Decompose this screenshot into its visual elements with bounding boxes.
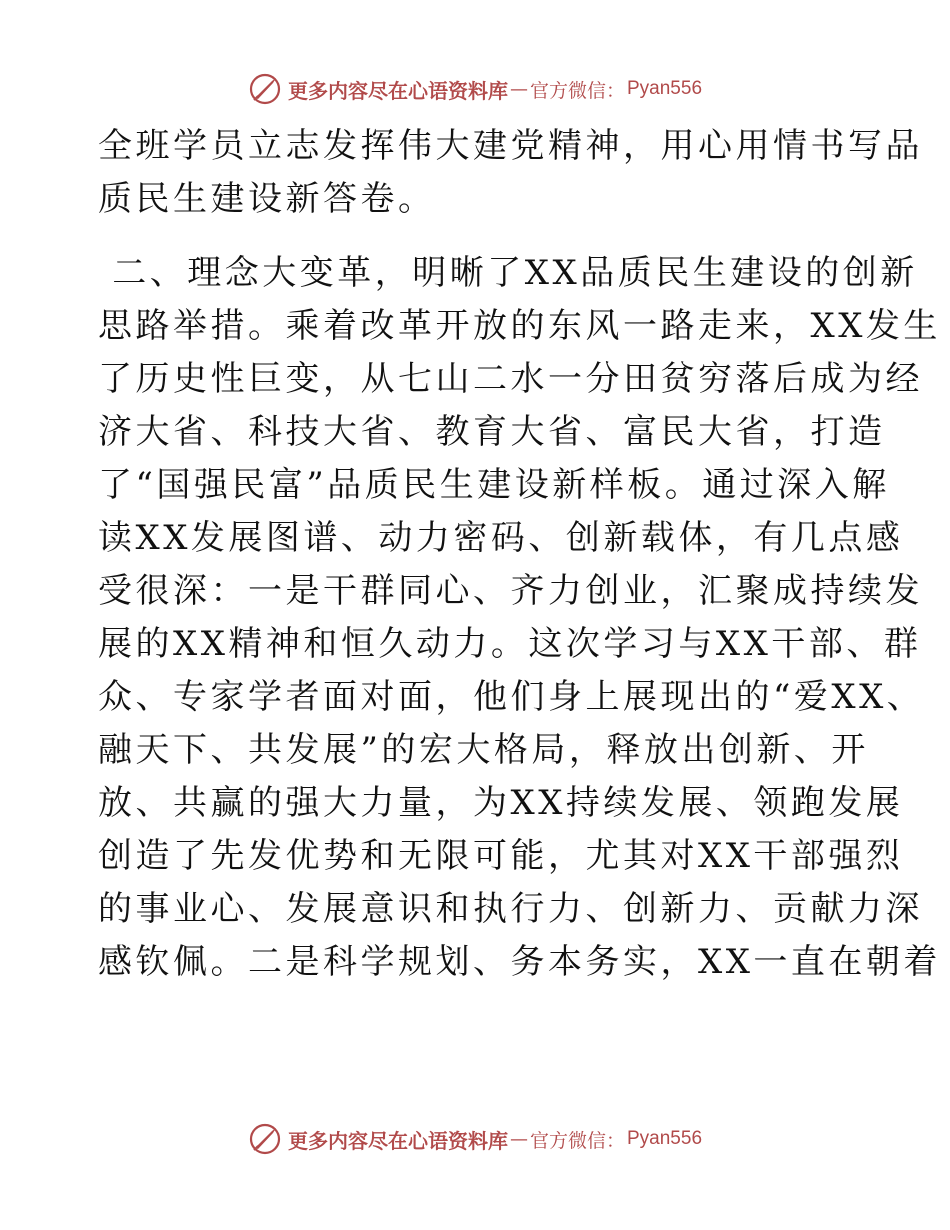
paragraph-line: 受很深：一是干群同心、齐力创业，汇聚成持续发	[98, 571, 923, 611]
banner-wechat-id: Pyan556	[627, 78, 703, 99]
footer-watermark-banner	[0, 1122, 950, 1156]
banner-brand-text: 更多内容尽在心语资料库	[287, 1128, 508, 1153]
paragraph-line: 了“国强民富”品质民生建设新样板。通过深入解	[98, 465, 890, 505]
paragraph-line: 展的XX精神和恒久动力。这次学习与XX干部、群	[98, 624, 922, 664]
header-watermark-banner	[0, 72, 950, 106]
paragraph-line: 创造了先发优势和无限可能，尤其对XX干部强烈	[98, 836, 904, 876]
banner-contact-label: 官方微信：	[529, 79, 625, 102]
banner-wechat-id: Pyan556	[627, 1128, 703, 1149]
paragraph-line: 二、理念大变革，明晰了XX品质民生建设的创新	[98, 253, 918, 293]
paragraph-line: 质民生建设新答卷。	[98, 179, 436, 219]
paragraph-line: 放、共赢的强大力量，为XX持续发展、领跑发展	[98, 783, 904, 823]
quill-logo-icon	[248, 72, 282, 106]
quill-logo-icon	[248, 1122, 282, 1156]
paragraph-line: 思路举措。乘着改革开放的东风一路走来，XX发生	[98, 306, 941, 346]
paragraph-line: 众、专家学者面对面，他们身上展现出的“爱XX、	[98, 677, 925, 717]
banner-separator: —	[509, 78, 528, 100]
banner-contact-label: 官方微信：	[529, 1129, 625, 1152]
paragraph-line: 济大省、科技大省、教育大省、富民大省，打造	[98, 412, 886, 452]
paragraph-line: 融天下、共发展”的宏大格局，释放出创新、开	[98, 730, 869, 770]
paragraph-line: 全班学员立志发挥伟大建党精神，用心用情书写品	[98, 126, 923, 166]
paragraph-line: 的事业心、发展意识和执行力、创新力、贡献力深	[98, 889, 923, 929]
paragraph-1	[98, 120, 923, 226]
document-body	[98, 120, 941, 989]
paragraph-line: 了历史性巨变，从七山二水一分田贫穷落后成为经	[98, 359, 923, 399]
paragraph-line: 读XX发展图谱、动力密码、创新载体，有几点感	[98, 518, 904, 558]
banner-separator: —	[509, 1128, 528, 1150]
banner-brand-text: 更多内容尽在心语资料库	[287, 78, 508, 103]
paragraph-line: 感钦佩。二是科学规划、务本务实，XX一直在朝着	[98, 942, 941, 982]
paragraph-2	[98, 247, 941, 989]
